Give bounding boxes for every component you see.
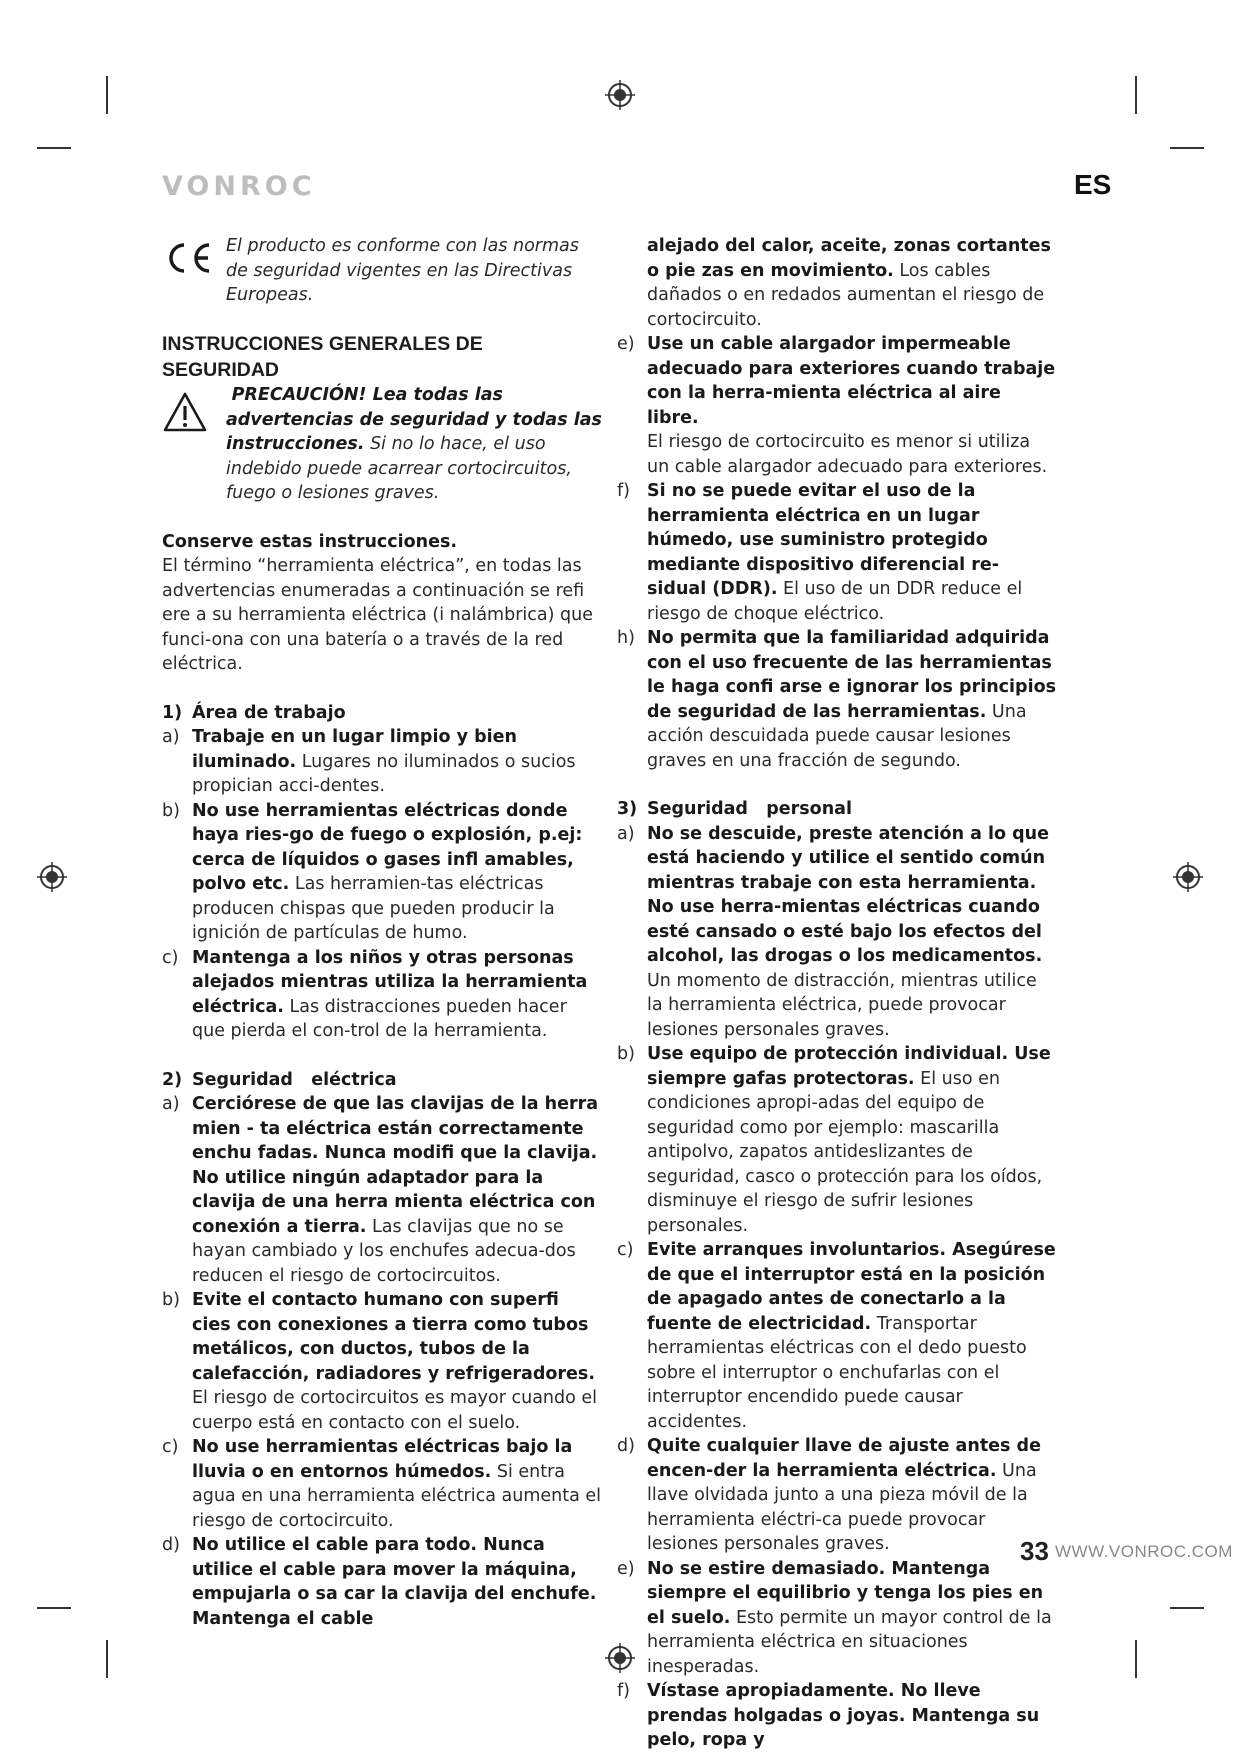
crop-mark [1170, 147, 1204, 149]
registration-mark-icon [605, 80, 635, 110]
list-item: c) No use herramientas eléctricas bajo la lluvia o en entornos húmedos. Si entra agua en una herramienta eléctrica aumenta el riesgo de cortocircuito. [162, 1437, 602, 1531]
ce-statement: El producto es conforme con las normas de seguridad vigentes en las Directivas Europeas. [226, 236, 579, 305]
registration-mark-icon [37, 862, 67, 892]
safety-title: INSTRUCCIONES GENERALES DE SEGURIDAD [162, 333, 483, 381]
caution-block [162, 383, 602, 506]
keep-instructions-text: El término “herramienta eléctrica”, en todas las advertencias enumeradas a continuación se refi ere a su herramienta eléctrica (i nalámbrica) que funci-ona con una batería o a través de la red eléctrica. [162, 556, 593, 674]
section-number: 2) [162, 1069, 183, 1090]
right-column [617, 234, 1057, 1753]
crop-mark [1135, 1640, 1137, 1678]
list-item: b) Use equipo de protección individual. Use siempre gafas protectoras. El uso en condiciones apropi-adas del equipo de seguridad como por ejemplo: mascarilla antipolvo, zapatos antideslizantes de seguridad, casco o protección para los oídos, disminuye el riesgo de sufrir lesiones personales. [617, 1044, 1051, 1236]
section-title: Seguridad personal [647, 799, 852, 819]
language-code: ES [1074, 169, 1112, 200]
registration-mark-icon [1173, 862, 1203, 892]
ce-mark-icon [162, 240, 214, 276]
list-item: f) Si no se puede evitar el uso de la herramienta eléctrica en un lugar húmedo, use suministro protegido mediante dispositivo diferencial re-sidual (DDR). El uso de un DDR reduce el riesgo de choque eléctrico. [617, 481, 1023, 624]
website-link[interactable]: WWW.VONROC.COM [1055, 1542, 1233, 1561]
list-item: c) Evite arranques involuntarios. Asegúrese de que el interruptor está en la posición de apagado antes de conectarlo a la fuente de electricidad. Transportar herramientas eléctricas con el dedo puesto sobre el interruptor o enchufarlas con el interruptor encendido puede causar accidentes. [617, 1240, 1056, 1432]
section-number: 3) [617, 799, 638, 819]
list-item-continuation: alejado del calor, aceite, zonas cortantes o pie zas en movimiento. Los cables dañados o en redados aumentan el riesgo de cortocircuito. [647, 236, 1051, 330]
crop-mark [37, 147, 71, 149]
warning-triangle-icon [162, 391, 208, 433]
section-number: 1) [162, 702, 183, 723]
crop-mark [106, 76, 108, 114]
section-title: Área de trabajo [192, 702, 346, 723]
section-title: Seguridad eléctrica [192, 1069, 397, 1090]
list-item: e) Use un cable alargador impermeable adecuado para exteriores cuando trabaje con la herra-mienta eléctrica al aire libre. El riesgo de cortocircuito es menor si utiliza un cable alargador adecuado para exteriores. [617, 334, 1056, 477]
list-item: f) Vístase apropiadamente. No lleve prendas holgadas o joyas. Mantenga su pelo, ropa y [617, 1681, 1040, 1750]
list-item: a) No se descuide, preste atención a lo que está haciendo y utilice el sentido común mientras trabaje con esta herramienta. No use herra-mientas eléctricas cuando esté cansado o esté bajo los efectos del alcohol, las drogas o los medicamentos. Un momento de distracción, mientras utilice la herramienta eléctrica, puede provocar lesiones personales graves. [617, 823, 1050, 1040]
list-item: b) Evite el contacto humano con superfi cies con conexiones a tierra como tubos metálicos, con ductos, tubos de la calefacción, radiadores y refrigeradores. El riesgo de cortocircuitos es mayor cuando el cuerpo está en contacto con el suelo. [162, 1290, 598, 1433]
list-item: d) Quite cualquier llave de ajuste antes de encen-der la herramienta eléctrica. Una llave olvidada junto a una pieza móvil de la herramienta eléctri-ca puede provocar lesiones personales graves. [617, 1436, 1041, 1554]
page-number: 33 [1020, 1536, 1049, 1566]
list-item: b) No use herramientas eléctricas donde haya ries-go de fuego o explosión, p.ej: cerca de líquidos o gases infl amables, polvo etc. Las herramien-tas eléctricas producen chispas que pueden producir la ignición de partículas de humo. [162, 800, 583, 943]
caution-text: Si no lo hace, el uso indebido puede acarrear cortocircuitos, fuego o lesiones graves. [226, 434, 572, 503]
brand-logo: VONROC [162, 171, 316, 202]
list-item: e) No se estire demasiado. Mantenga siempre el equilibrio y tenga los pies en el suelo. Esto permite un mayor control de la herramienta eléctrica en situaciones inesperadas. [617, 1558, 1052, 1677]
crop-mark [106, 1640, 108, 1678]
section-heading [162, 701, 602, 726]
crop-mark [1170, 1607, 1204, 1609]
list-item: d) No utilice el cable para todo. Nunca utilice el cable para mover la máquina, empujarla o sa car la clavija del enchufe. Mantenga el cable [162, 1535, 597, 1629]
ce-conformity [162, 234, 602, 310]
list-item: c) Mantenga a los niños y otras personas alejados mientras utiliza la herramienta eléctrica. Las distracciones pueden hacer que pierda el con-trol de la herramienta. [162, 947, 588, 1041]
left-column [162, 234, 602, 1631]
list-item: h) No permita que la familiaridad adquirida con el uso frecuente de las herramientas le haga confi arse e ignorar los principios de seguridad de las herramientas. Una acción descuidada puede causar lesiones graves en una fracción de segundo. [617, 628, 1057, 771]
section-heading [617, 797, 1057, 822]
keep-instructions-title: Conserve estas instrucciones. [162, 531, 458, 552]
crop-mark [37, 1607, 71, 1609]
section-heading [162, 1068, 602, 1093]
list-item: a) Trabaje en un lugar limpio y bien iluminado. Lugares no iluminados o sucios propician acci-dentes. [162, 727, 576, 796]
caution-warning: PRECAUCIÓN! Lea todas las advertencias de seguridad y todas las instrucciones. [226, 385, 602, 454]
crop-mark [1135, 76, 1137, 114]
list-item: a) Cerciórese de que las clavijas de la herra mien - ta eléctrica están correctamente enchu fadas. Nunca modifi que la clavija. No utilice ningún adaptador para la clavija de una herra mienta eléctrica con conexión a tierra. Las clavijas que no se hayan cambiado y los enchufes adecua-dos reducen el riesgo de cortocircuitos. [162, 1094, 599, 1286]
